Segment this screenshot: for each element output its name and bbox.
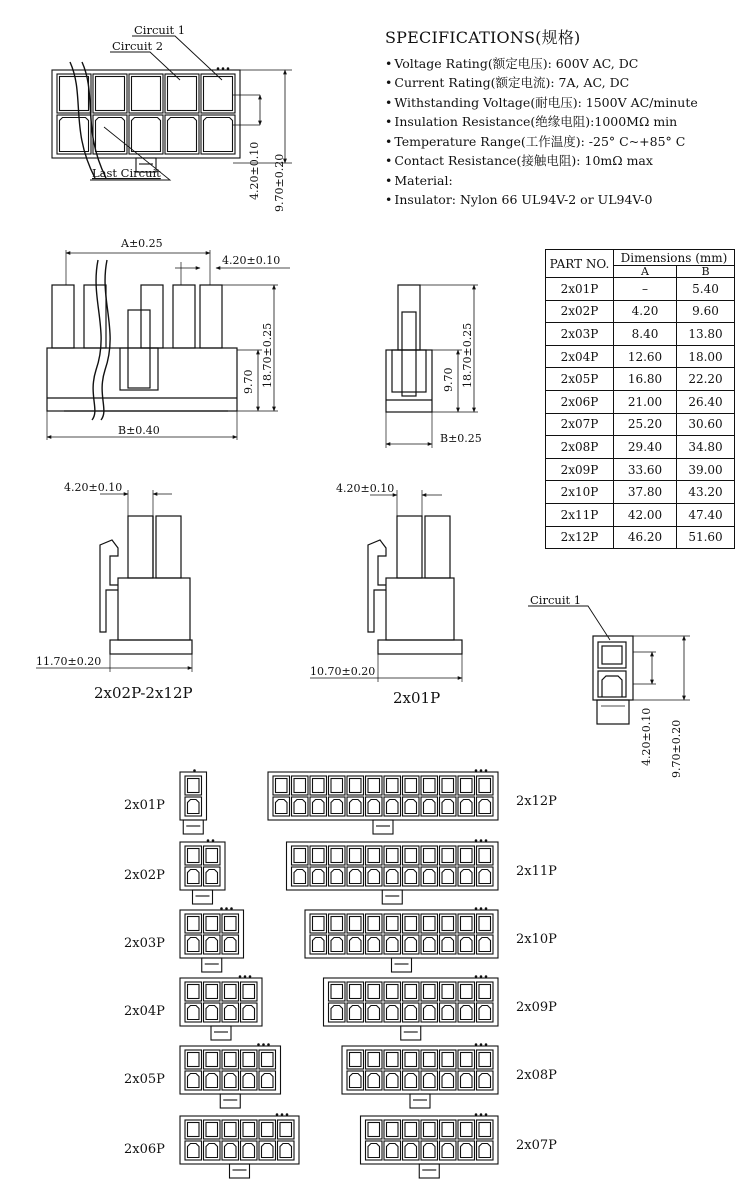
front-view-total-dim: 18.70±0.25 [261, 322, 274, 388]
size-gallery [124, 769, 557, 1178]
table-row [546, 300, 735, 323]
specifications-block [385, 28, 745, 210]
connector-2x07P [361, 1113, 499, 1178]
table-row [546, 481, 735, 504]
top-view-pitch-dim: 4.20±0.10 [248, 141, 261, 200]
cavity-keyed [129, 115, 163, 154]
gallery-label-right: 2x11P [516, 864, 557, 879]
table-row [546, 368, 735, 391]
front-view [47, 250, 290, 440]
part-no-cell: 2x08P [546, 436, 614, 459]
side-multi-depth-dim: 11.70±0.20 [36, 655, 102, 668]
connector-2x10P [305, 907, 498, 972]
last-circuit-label: Last Circuit [92, 166, 161, 180]
connector-2x06P [180, 1113, 299, 1178]
single-pitch-dim: 4.20±0.10 [640, 707, 653, 766]
dim-b-cell: 22.20 [677, 368, 735, 391]
cavity-square [165, 74, 199, 113]
gallery-label-left: 2x03P [124, 936, 165, 951]
front-view-b-dim: B±0.40 [118, 424, 160, 437]
front-view-pitch-dim: 4.20±0.10 [222, 254, 281, 267]
cavity-keyed [165, 115, 199, 154]
cavity-keyed [57, 115, 91, 154]
part-no-cell: 2x03P [546, 323, 614, 346]
dim-a-cell: 12.60 [614, 345, 677, 368]
dim-b-cell: 30.60 [677, 413, 735, 436]
table-row [546, 503, 735, 526]
col-b-header: B [677, 266, 735, 278]
part-no-cell: 2x02P [546, 300, 614, 323]
latch [410, 1094, 430, 1108]
gallery-label-right: 2x10P [516, 932, 557, 947]
top-view-connector [52, 67, 240, 172]
single-circuit1-label: Circuit 1 [530, 593, 582, 607]
part-no-cell: 2x12P [546, 526, 614, 549]
latch [211, 1026, 231, 1040]
latch [373, 820, 393, 834]
latch [183, 820, 203, 834]
gallery-label-left: 2x05P [124, 1072, 165, 1087]
front-view-a-dim: A±0.25 [121, 237, 163, 250]
front-single-body-dim: 9.70 [442, 367, 455, 392]
spec-item-voltage: • Voltage Rating(额定电压): 600V AC, DC [385, 54, 745, 74]
spec-item-material: • Material: [385, 171, 745, 191]
table-row [546, 278, 735, 301]
top-view-body [52, 67, 240, 172]
part-no-cell: 2x05P [546, 368, 614, 391]
spec-item-current: • Current Rating(额定电流): 7A, AC, DC [385, 73, 745, 93]
side-multi-pitch-dim: 4.20±0.10 [64, 481, 123, 494]
dim-a-cell: 33.60 [614, 458, 677, 481]
dim-b-cell: 51.60 [677, 526, 735, 549]
dimensions-table [545, 249, 735, 549]
cavity-square [129, 74, 163, 113]
single-height-dim: 9.70±0.20 [670, 719, 683, 778]
latch [220, 1094, 240, 1108]
dim-b-cell: 43.20 [677, 481, 735, 504]
dim-a-cell: – [614, 278, 677, 301]
latch [193, 890, 213, 904]
top-view-height-dim: 9.70±0.20 [273, 153, 286, 212]
dim-a-cell: 46.20 [614, 526, 677, 549]
side-single-depth-dim: 10.70±0.20 [310, 665, 376, 678]
table-row [546, 458, 735, 481]
part-no-cell: 2x07P [546, 413, 614, 436]
connector-2x05P [180, 1043, 281, 1108]
gallery-label-right: 2x09P [516, 1000, 557, 1015]
gallery-label-left: 2x04P [124, 1004, 165, 1019]
table-row [546, 390, 735, 413]
part-no-cell: 2x10P [546, 481, 614, 504]
front-single-total-dim: 18.70±0.25 [461, 322, 474, 388]
part-no-header: PART NO. [546, 250, 614, 278]
dim-b-cell: 39.00 [677, 458, 735, 481]
col-a-header: A [614, 266, 677, 278]
connector-2x12P [268, 769, 498, 834]
gallery-label-right: 2x12P [516, 794, 557, 809]
connector-2x09P [324, 975, 499, 1040]
side-single-caption: 2x01P [393, 689, 441, 707]
front-single-b-dim: B±0.25 [440, 432, 482, 445]
dim-b-cell: 5.40 [677, 278, 735, 301]
specifications-title: SPECIFICATIONS(规格) [385, 28, 581, 47]
dim-a-cell: 42.00 [614, 503, 677, 526]
dim-b-cell: 26.40 [677, 390, 735, 413]
latch [202, 958, 222, 972]
dim-a-cell: 25.20 [614, 413, 677, 436]
dim-b-cell: 9.60 [677, 300, 735, 323]
dim-a-cell: 29.40 [614, 436, 677, 459]
cavity-square [201, 74, 235, 113]
specifications-list [385, 54, 745, 210]
part-no-cell: 2x11P [546, 503, 614, 526]
table-row [546, 323, 735, 346]
spec-item-temperature: • Temperature Range(工作温度): -25° C~+85° C [385, 132, 745, 152]
part-no-cell: 2x09P [546, 458, 614, 481]
table-row [546, 526, 735, 549]
latch [392, 958, 412, 972]
circuit2-leader [110, 52, 180, 80]
dimensions-table-body [546, 278, 735, 549]
latch [401, 1026, 421, 1040]
side-multi-caption: 2x02P-2x12P [94, 684, 193, 702]
table-row [546, 413, 735, 436]
gallery-label-left: 2x01P [124, 798, 165, 813]
dim-a-cell: 4.20 [614, 300, 677, 323]
spec-item-insulator: • Insulator: Nylon 66 UL94V-2 or UL94V-0 [385, 190, 745, 210]
gallery-label-left: 2x02P [124, 868, 165, 883]
dim-b-cell: 47.40 [677, 503, 735, 526]
connector-2x08P [342, 1043, 498, 1108]
dimensions-header: Dimensions (mm) [614, 250, 735, 266]
dim-b-cell: 34.80 [677, 436, 735, 459]
circuit1-label: Circuit 1 [134, 23, 186, 37]
cavity-square [57, 74, 91, 113]
spec-item-insulation: • Insulation Resistance(绝缘电阻):1000MΩ min [385, 112, 745, 132]
side-view-single [310, 490, 462, 682]
part-no-cell: 2x04P [546, 345, 614, 368]
connector-2x02P [180, 839, 225, 904]
latch [382, 890, 402, 904]
spec-item-contact: • Contact Resistance(接触电阻): 10mΩ max [385, 151, 745, 171]
table-row [546, 436, 735, 459]
part-no-cell: 2x01P [546, 278, 614, 301]
side-view-multi [36, 490, 192, 672]
dim-a-cell: 21.00 [614, 390, 677, 413]
latch [419, 1164, 439, 1178]
gallery-label-right: 2x08P [516, 1068, 557, 1083]
single-top-view [528, 606, 690, 724]
part-no-cell: 2x06P [546, 390, 614, 413]
cavity-keyed [201, 115, 235, 154]
dim-a-cell: 8.40 [614, 323, 677, 346]
connector-2x01P [180, 769, 207, 834]
connector-2x04P [180, 975, 262, 1040]
side-single-pitch-dim: 4.20±0.10 [336, 482, 395, 495]
gallery-label-left: 2x06P [124, 1142, 165, 1157]
dim-b-cell: 13.80 [677, 323, 735, 346]
dim-a-cell: 16.80 [614, 368, 677, 391]
spec-item-withstanding: • Withstanding Voltage(耐电压): 1500V AC/minute [385, 93, 745, 113]
gallery-label-right: 2x07P [516, 1138, 557, 1153]
dim-b-cell: 18.00 [677, 345, 735, 368]
table-row [546, 345, 735, 368]
circuit2-label: Circuit 2 [112, 39, 164, 53]
cavity-keyed [93, 115, 127, 154]
connector-2x03P [180, 907, 244, 972]
cavity-square [93, 74, 127, 113]
latch [230, 1164, 250, 1178]
dim-a-cell: 37.80 [614, 481, 677, 504]
front-view-body-dim: 9.70 [242, 369, 255, 394]
connector-2x11P [287, 839, 499, 904]
